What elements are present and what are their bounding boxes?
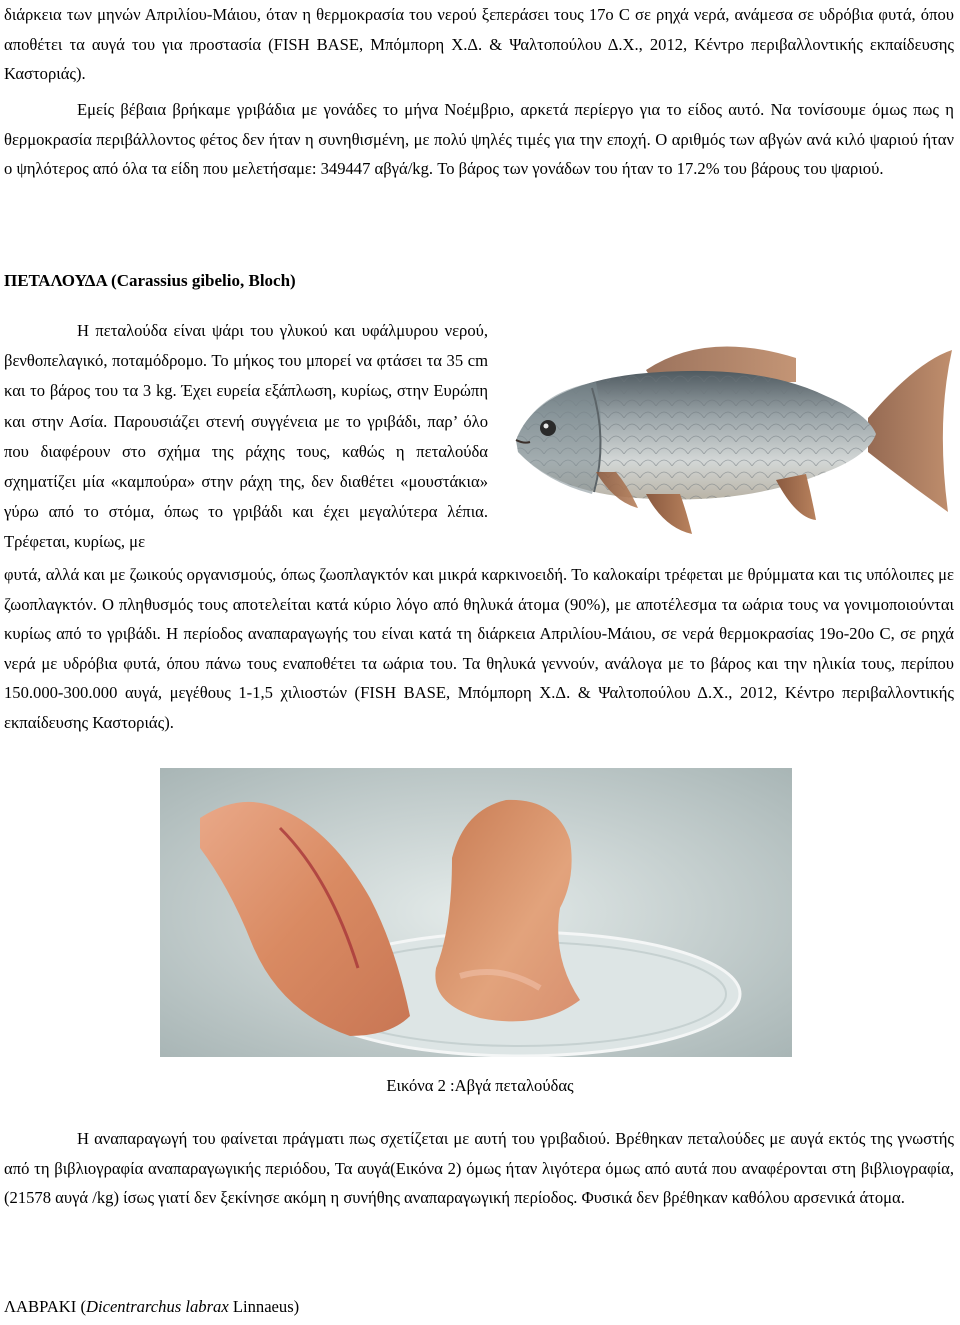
paragraph-spawning-season: διάρκεια των μηνών Απριλίου-Μάιου, όταν η θερμοκρασία του νερού ξεπεράσει τους 17o C σε ρηχά νερά, ανάμεσα σε υδρόβια φυτά, όπου αποθέτει τα αυγά του για προστασία (FISH BASE, Μπόμπορη Χ.Δ. & Ψαλτοπούλου Δ.Χ., 2012, Κέντρο περιβαλλοντικής εκπαίδευσης Καστοριάς). (4, 5, 954, 83)
paragraph-description-wrapped: Η πεταλούδα είναι ψάρι του γλυκού και υφάλμυρου νερού, βενθοπελαγικό, ποταμόδρομο. Το μήκος του μπορεί να φτάσει τα 35 cm και το βάρος του τα 3 kg. Έχει ευρεία εξάπλωση, κυρίως, στην Ευρώπη και στην Ασία. Παρουσιάζει στενή συγγένεια με το γριβάδι, παρ’ όλο που διαφέρουν στο σχήμα της ράχης τους, καθώς η πεταλούδα σχηματίζει μία «καμπούρα» στην ράχη της, δεν διαθέτει «μουστάκια» γύρω από το στόμα, όπως το γριβάδι και έχει μεγαλύτερα λέπια. Τρέφεται, κυρίως, με (4, 321, 488, 552)
fish-eye (540, 420, 556, 436)
tail-fin (868, 350, 952, 512)
section-heading-petalouda: ΠΕΤΑΛΟΥΔΑ (Carassius gibelio, Bloch) (4, 271, 296, 290)
footer-prefix: ΛΑΒΡΑΚΙ ( (4, 1297, 86, 1316)
footer-author: Linnaeus) (228, 1297, 300, 1316)
fish-illustration (496, 322, 956, 542)
paragraph-description-continued: φυτά, αλλά και με ζωικούς οργανισμούς, όπως ζωοπλαγκτόν και μικρά καρκινοειδή. Το καλοκαίρι τρέφεται με θρύμματα και τις υπόλοιπες με ζωοπλαγκτόν. Ο πληθυσμός τους αποτελείται κατά κύριο λόγο από θηλυκά άτομα (90%), με αποτέλεσμα τα ωάρια τους να γονιμοποιούνται κυρίως από το γριβάδι. Η περίοδος αναπαραγωγής του είναι κατά τη διάρκεια Απριλίου-Μάιου, σε νερά θερμοκρασίας 19ο-20ο C, σε ρηχά νερά με υδρόβια φυτά, όπου πάνω τους εναποθέτει τα ωάρια του. Τα θηλυκά γεννούν, ανάλογα με το βάρος και την ηλικία τους, περίπου 150.000-300.000 αυγά, μεγέθους 1-1,5 χιλιοστών (FISH BASE, Μπόμπορη Χ.Δ. & Ψαλτοπούλου Δ.Χ., 2012, Κέντρο περιβαλλοντικής εκπαίδευσης Καστοριάς). (4, 565, 954, 732)
figure-caption: Εικόνα 2 :Αβγά πεταλούδας (386, 1076, 574, 1095)
section-heading-lavraki (4, 1297, 299, 1317)
footer-species: Dicentrarchus labrax (85, 1297, 229, 1316)
eggs-photo (160, 768, 792, 1057)
paragraph-reproduction: Η αναπαραγωγή του φαίνεται πράγματι πως σχετίζεται με αυτή του γριβαδιού. Βρέθηκαν πεταλούδες με αυγά εκτός της γνωστής από τη βιβλιογραφία αναπαραγωγικής περιόδου, Τα αυγά(Εικόνα 2) όμως ήταν λιγότερα όμως από αυτά που αναφέρονται στη βιβλιογραφία, (21578 αυγά /kg) ίσως γιατί δεν ξεκίνησε ακόμη η συνήθης αναπαραγωγική περίοδος. Φυσικά δεν βρέθηκαν καθόλου αρσενικά άτομα. (4, 1129, 954, 1207)
anal-fin (776, 474, 816, 520)
pelvic-fin (646, 494, 692, 534)
paragraph-observations: Εμείς βέβαια βρήκαμε γριβάδια με γονάδες το μήνα Νοέμβριο, αρκετά περίεργο για το είδος αυτό. Να τονίσουμε όμως πως η θερμοκρασία περιβάλλοντος φέτος δεν ήταν η συνηθισμένη, με πολύ ψηλές τιμές για την εποχή. Ο αριθμός των αβγών ανά κιλό ψαριού ήταν ο ψηλότερος από όλα τα είδη που μελετήσαμε: 349447 αβγά/kg. Το βάρος των γονάδων του ήταν το 17.2% του βάρους του ψαριού. (4, 100, 954, 178)
